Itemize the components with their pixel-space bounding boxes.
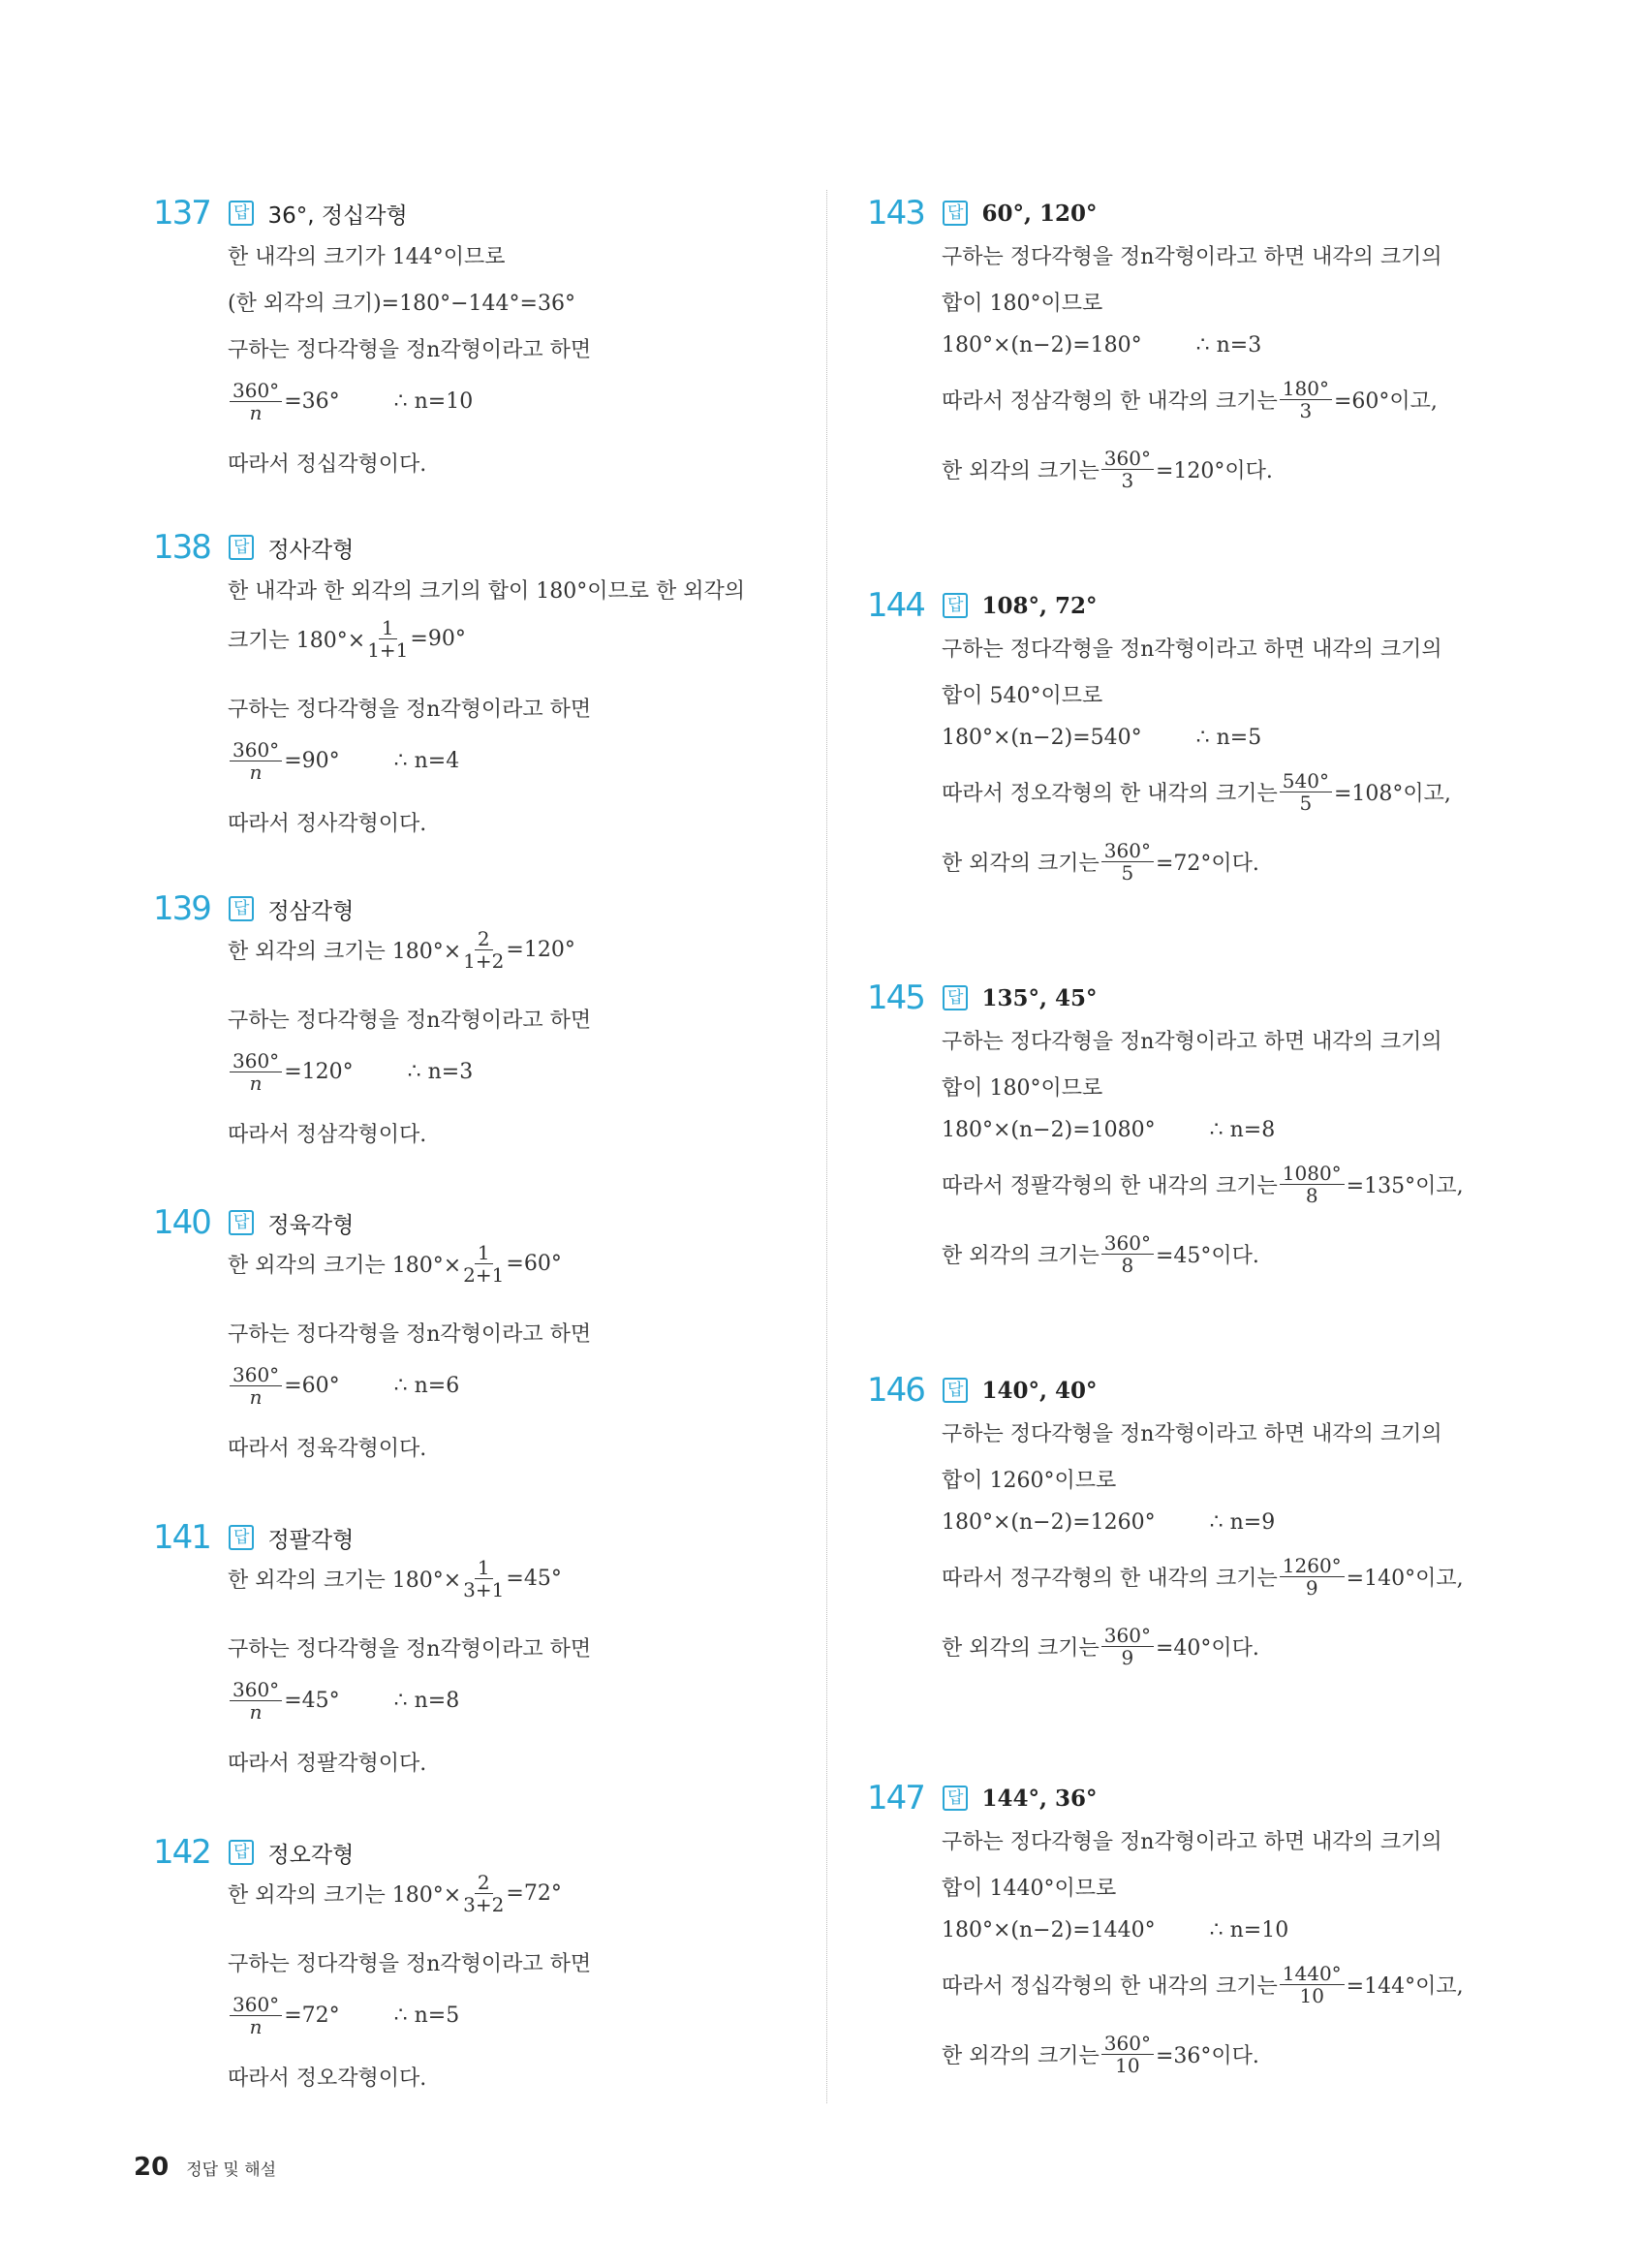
fraction-line: 한 외각의 크기는 180°× $\frac{1}{3+1}$ =45° [228,1556,562,1601]
solution-line: 구하는 정다각형을 정n각형이라고 하면 내각의 크기의 [942,1030,1442,1054]
therefore-text: ∴ n=4 [393,749,460,773]
fraction-line: 한 외각의 크기는 180°× $\frac{2}{3+2}$ =72° [228,1871,562,1916]
fraction-line: $\frac{360^\circ}{n}$ =45° ∴ n=8 [228,1679,459,1723]
therefore-text: ∴ n=10 [393,389,474,414]
problem-number: 145 [867,979,924,1017]
problem-number: 142 [153,1833,210,1872]
page-footer [134,2153,276,2182]
fraction: $\frac{1080^\circ}{8}$ [1280,1163,1345,1206]
fraction: $\frac{360^\circ}{n}$ [230,380,282,423]
answer-text: 140°, 40° [981,1377,1098,1404]
fraction-line: 따라서 정오각형의 한 내각의 크기는 $\frac{540^\circ}{5}$ =108°이고, [942,769,1451,815]
fraction: $\frac{540^\circ}{5}$ [1280,770,1332,814]
answer-badge: 답 [943,201,968,226]
fraction-line: 한 외각의 크기는 $\frac{360^\circ}{9}$ =40°이다. [942,1624,1259,1669]
fraction-line: 한 외각의 크기는 $\frac{360^\circ}{8}$ =45°이다. [942,1231,1259,1277]
problem-number: 141 [153,1518,210,1557]
answer-text: 135°, 45° [981,984,1098,1011]
equation-line: 180°×(n−2)=1260° ∴ n=9 [942,1510,1276,1535]
answer-badge: 답 [229,1840,254,1865]
fraction: $\frac{180^\circ}{3}$ [1280,378,1332,421]
problem-header [153,889,354,928]
solution-line: 합이 180°이므로 [942,1076,1103,1101]
solution-line: 구하는 정다각형을 정n각형이라고 하면 [228,1322,592,1347]
problem-number: 146 [867,1371,924,1410]
problem-number: 137 [153,194,210,233]
problem-header [153,528,354,567]
solution-line: 구하는 정다각형을 정n각형이라고 하면 [228,1952,592,1976]
problem-header [867,1779,1097,1818]
solution-line: 구하는 정다각형을 정n각형이라고 하면 내각의 크기의 [942,245,1442,269]
section-label: 정답 및 해설 [186,2160,277,2180]
therefore-text: ∴ n=3 [407,1060,474,1084]
solution-line: 구하는 정다각형을 정n각형이라고 하면 [228,1009,592,1033]
column-divider [826,190,827,2103]
fraction: $\frac{360^\circ}{8}$ [1101,1232,1154,1276]
answer-text: 정육각형 [267,1212,355,1238]
conclusion-line: 따라서 정육각형이다. [228,1437,427,1461]
fraction: $\frac{360^\circ}{n}$ [230,1679,282,1723]
conclusion-line: 따라서 정팔각형이다. [228,1752,427,1776]
solution-line: 구하는 정다각형을 정n각형이라고 하면 [228,698,592,722]
equation-line: 180°×(n−2)=540° ∴ n=5 [942,726,1262,750]
answer-badge: 답 [943,985,968,1010]
fraction: $\frac{1}{2+1}$ [463,1241,505,1287]
conclusion-line: 따라서 정삼각형이다. [228,1123,427,1147]
fraction: $\frac{360^\circ}{n}$ [230,1994,282,2037]
problem-number: 144 [867,586,924,625]
fraction: $\frac{360^\circ}{5}$ [1101,840,1154,884]
conclusion-line: 따라서 정사각형이다. [228,812,427,836]
fraction: $\frac{1}{3+1}$ [463,1556,505,1601]
therefore-text: ∴ n=5 [1195,726,1262,750]
fraction: $\frac{1440^\circ}{10}$ [1280,1963,1345,2006]
conclusion-line: 따라서 정오각형이다. [228,2066,427,2091]
answer-badge: 답 [229,1210,254,1235]
answer-text: 정삼각형 [267,898,355,924]
answer-text: 36°, 정십각형 [267,202,408,229]
answer-text: 60°, 120° [981,200,1098,227]
fraction-line: $\frac{360^\circ}{n}$ =60° ∴ n=6 [228,1364,459,1408]
fraction-line: $\frac{360^\circ}{n}$ =90° ∴ n=4 [228,739,459,783]
answer-badge: 답 [229,1525,254,1550]
page-number: 20 [134,2153,170,2182]
problem-header [867,194,1097,233]
fraction: $\frac{2}{1+2}$ [463,927,505,973]
problem-header [867,979,1097,1017]
fraction-line: 한 외각의 크기는 180°× $\frac{2}{1+2}$ =120° [228,927,575,973]
fraction: $\frac{1}{1+1}$ [367,616,409,662]
therefore-text: ∴ n=5 [393,2004,460,2028]
solution-line: (한 외각의 크기)=180°−144°=36° [228,292,575,316]
problem-header [867,1371,1097,1410]
answer-text: 108°, 72° [981,592,1098,619]
problem-number: 143 [867,194,924,233]
fraction-line: $\frac{360^\circ}{n}$ =36° ∴ n=10 [228,380,473,423]
problem-header [153,1203,354,1242]
fraction: $\frac{1260^\circ}{9}$ [1280,1555,1345,1599]
fraction: $\frac{360^\circ}{10}$ [1101,2033,1154,2076]
problem-header [153,1518,354,1557]
fraction-line: $\frac{360^\circ}{n}$ =72° ∴ n=5 [228,1994,459,2037]
fraction-line: 한 외각의 크기는 $\frac{360^\circ}{5}$ =72°이다. [942,839,1259,885]
equation-line: 180°×(n−2)=1080° ∴ n=8 [942,1118,1276,1142]
solution-line: 한 내각과 한 외각의 크기의 합이 180°이므로 한 외각의 [228,579,745,604]
answer-badge: 답 [943,593,968,618]
solution-line: 구하는 정다각형을 정n각형이라고 하면 내각의 크기의 [942,1422,1442,1446]
answer-text: 정팔각형 [267,1527,355,1553]
fraction-line: 따라서 정팔각형의 한 내각의 크기는 $\frac{1080^\circ}{8}$ =135°이고, [942,1162,1464,1207]
fraction-line: 한 외각의 크기는 180°× $\frac{1}{2+1}$ =60° [228,1241,562,1287]
problem-header [867,586,1097,625]
fraction-line: 따라서 정십각형의 한 내각의 크기는 $\frac{1440^\circ}{10}$ =144°이고, [942,1962,1464,2007]
fraction-line: 한 외각의 크기는 $\frac{360^\circ}{10}$ =36°이다. [942,2032,1259,2077]
problem-header [153,194,408,233]
solution-line: 구하는 정다각형을 정n각형이라고 하면 내각의 크기의 [942,637,1442,662]
solution-line: 구하는 정다각형을 정n각형이라고 하면 [228,338,592,362]
fraction-line: 크기는 180°× $\frac{1}{1+1}$ =90° [228,616,466,662]
therefore-text: ∴ n=8 [393,1689,460,1713]
fraction-line: 한 외각의 크기는 $\frac{360^\circ}{3}$ =120°이다. [942,447,1273,492]
problem-number: 139 [153,889,210,928]
fraction-line: $\frac{360^\circ}{n}$ =120° ∴ n=3 [228,1050,473,1094]
therefore-text: ∴ n=9 [1209,1510,1276,1535]
answer-badge: 답 [943,1786,968,1811]
conclusion-line: 따라서 정십각형이다. [228,452,427,477]
therefore-text: ∴ n=6 [393,1374,460,1398]
problem-number: 138 [153,528,210,567]
fraction: $\frac{360^\circ}{3}$ [1101,448,1154,491]
answer-text: 144°, 36° [981,1785,1098,1812]
solution-line: 합이 1440°이므로 [942,1877,1117,1901]
solution-line: 합이 540°이므로 [942,684,1103,708]
fraction-line: 따라서 정삼각형의 한 내각의 크기는 $\frac{180^\circ}{3}$ =60°이고, [942,377,1438,422]
solution-line: 구하는 정다각형을 정n각형이라고 하면 내각의 크기의 [942,1830,1442,1854]
answer-badge: 답 [229,896,254,921]
solution-line: 한 내각의 크기가 144°이므로 [228,245,506,269]
therefore-text: ∴ n=3 [1195,333,1262,357]
fraction: $\frac{360^\circ}{n}$ [230,1364,282,1408]
answer-badge: 답 [943,1378,968,1403]
problem-header [153,1833,354,1872]
fraction-line: 따라서 정구각형의 한 내각의 크기는 $\frac{1260^\circ}{9}$ =140°이고, [942,1554,1464,1600]
answer-text: 정사각형 [267,537,355,563]
therefore-text: ∴ n=8 [1209,1118,1276,1142]
equation-line: 180°×(n−2)=180° ∴ n=3 [942,333,1262,357]
problem-number: 140 [153,1203,210,1242]
answer-text: 정오각형 [267,1842,355,1868]
solution-line: 합이 180°이므로 [942,292,1103,316]
equation-line: 180°×(n−2)=1440° ∴ n=10 [942,1918,1289,1942]
problem-number: 147 [867,1779,924,1818]
answer-badge: 답 [229,201,254,226]
answer-badge: 답 [229,535,254,560]
fraction: $\frac{360^\circ}{n}$ [230,1050,282,1094]
solution-line: 합이 1260°이므로 [942,1469,1117,1493]
fraction: $\frac{360^\circ}{n}$ [230,739,282,783]
solution-line: 구하는 정다각형을 정n각형이라고 하면 [228,1637,592,1662]
fraction: $\frac{2}{3+2}$ [463,1871,505,1916]
therefore-text: ∴ n=10 [1209,1918,1289,1942]
fraction: $\frac{360^\circ}{9}$ [1101,1625,1154,1668]
